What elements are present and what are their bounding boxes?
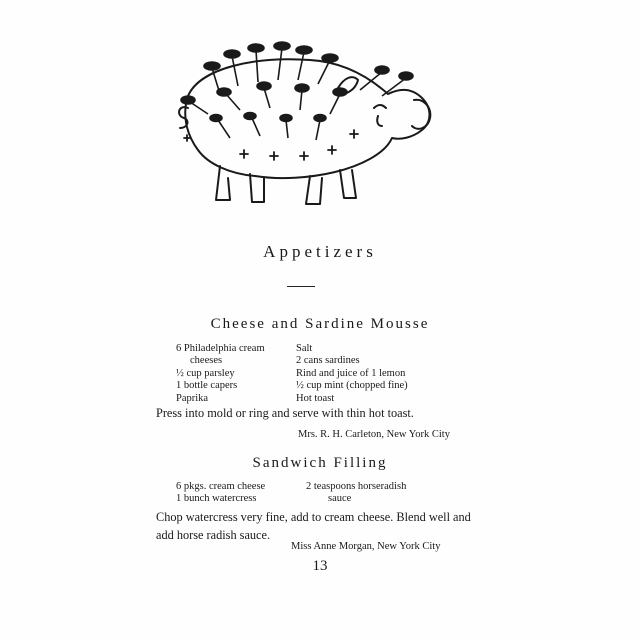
recipe-title: Sandwich Filling xyxy=(252,455,388,471)
ingredient: Paprika xyxy=(176,392,209,404)
ingredient: 1 bottle capers xyxy=(176,380,238,392)
section-title: Appetizers xyxy=(263,242,377,261)
instruction-line: Chop watercress very fine, add to cream cheese. Blend well and xyxy=(156,510,471,524)
ingredient: 6 pkgs. cream cheese xyxy=(176,481,266,492)
recipe-title: Cheese and Sardine Mousse xyxy=(210,316,430,332)
instruction-line: add horse radish sauce. xyxy=(156,528,271,542)
ingredient: Rind and juice of 1 lemon xyxy=(296,367,406,379)
ingredient: 1 bunch watercress xyxy=(176,493,257,505)
ingredient: Hot toast xyxy=(296,392,335,404)
ingredient: 2 cans sardines xyxy=(296,355,360,367)
ingredient: Salt xyxy=(296,343,313,354)
page-number: 13 xyxy=(312,558,328,574)
ingredient-list-left xyxy=(176,481,265,506)
ingredient-list-right xyxy=(296,343,408,405)
ingredient: sauce xyxy=(328,493,352,505)
ingredient: 6 Philadelphia cream xyxy=(176,343,265,354)
ingredient: ½ cup mint (chopped fine) xyxy=(296,380,408,392)
recipe-credit: Miss Anne Morgan, New York City xyxy=(291,541,441,552)
ingredient-list-right xyxy=(306,481,406,506)
ingredient-list-left xyxy=(176,343,265,405)
ingredient: ½ cup parsley xyxy=(176,367,235,379)
recipe-instructions xyxy=(156,508,471,544)
instruction-line: Press into mold or ring and serve with thin hot toast. xyxy=(156,406,414,420)
ingredient: cheeses xyxy=(190,355,223,367)
recipe-instructions xyxy=(156,404,414,422)
title-divider xyxy=(287,286,315,287)
recipe-credit: Mrs. R. H. Carleton, New York City xyxy=(298,429,450,440)
ingredient: 2 teaspoons horseradish xyxy=(306,481,407,492)
pig-with-cocktail-picks-illustration xyxy=(160,38,450,218)
